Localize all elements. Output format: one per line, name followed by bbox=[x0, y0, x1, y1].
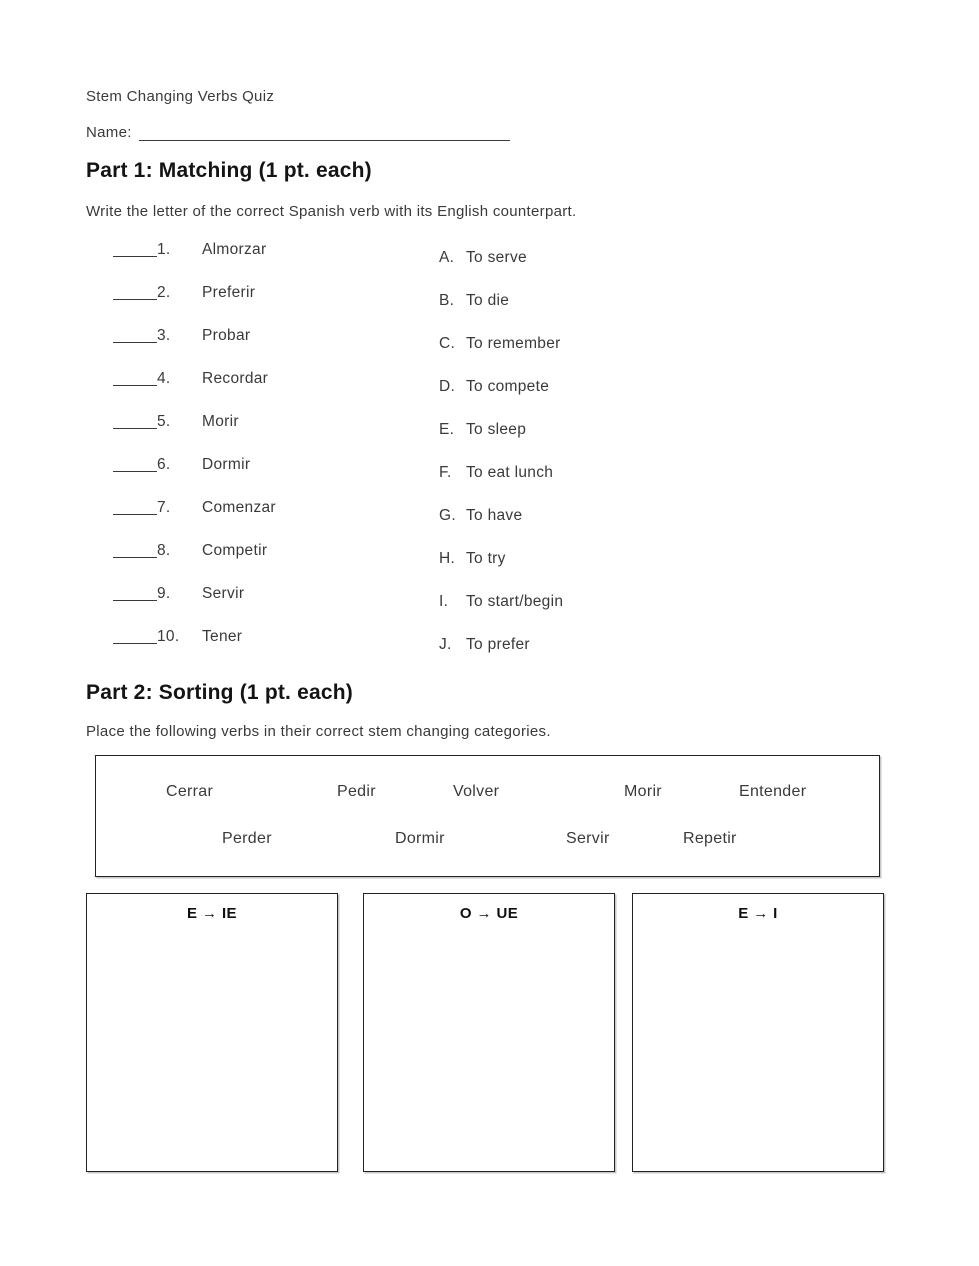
word-bank-item: Dormir bbox=[395, 830, 445, 847]
option-meaning: To serve bbox=[466, 248, 527, 266]
option-row bbox=[439, 279, 563, 322]
name-label: Name: bbox=[86, 124, 132, 141]
category-box-e-to-ie[interactable] bbox=[86, 893, 338, 1172]
option-row bbox=[439, 322, 563, 365]
word-bank-box bbox=[95, 755, 880, 877]
matching-number: 1. bbox=[157, 240, 171, 258]
matching-answer-blank[interactable] bbox=[113, 286, 157, 300]
matching-number: 2. bbox=[157, 283, 171, 301]
option-meaning: To compete bbox=[466, 377, 550, 395]
matching-row bbox=[113, 486, 276, 529]
matching-row bbox=[113, 400, 276, 443]
matching-answer-blank[interactable] bbox=[113, 243, 157, 257]
category-box-o-to-ue[interactable] bbox=[363, 893, 615, 1172]
word-bank-item: Pedir bbox=[337, 783, 376, 800]
option-meaning: To start/begin bbox=[466, 592, 564, 610]
part2-heading: Part 2: Sorting (1 pt. each) bbox=[86, 681, 353, 704]
name-input-line[interactable] bbox=[139, 124, 510, 141]
category-header-o-to-ue: O → UE bbox=[459, 905, 519, 922]
matching-verb: Morir bbox=[202, 412, 239, 430]
matching-verb: Competir bbox=[202, 541, 268, 559]
part1-instructions: Write the letter of the correct Spanish verb with its English counterpart. bbox=[86, 203, 577, 220]
matching-verb: Servir bbox=[202, 584, 245, 602]
matching-answer-blank[interactable] bbox=[113, 544, 157, 558]
matching-verb: Recordar bbox=[202, 369, 269, 387]
option-letter: J. bbox=[439, 635, 452, 653]
category-header-e-to-ie: E → IE bbox=[187, 905, 237, 922]
option-letter: F. bbox=[439, 463, 452, 481]
option-row bbox=[439, 580, 563, 623]
matching-row bbox=[113, 615, 276, 658]
matching-number: 7. bbox=[157, 498, 171, 516]
word-bank-item: Repetir bbox=[683, 830, 737, 847]
word-bank-item: Cerrar bbox=[166, 783, 214, 800]
word-bank-item: Morir bbox=[624, 783, 662, 800]
option-meaning: To eat lunch bbox=[466, 463, 554, 481]
option-meaning: To try bbox=[466, 549, 506, 567]
option-letter: D. bbox=[439, 377, 456, 395]
category-box-e-to-i[interactable] bbox=[632, 893, 884, 1172]
option-row bbox=[439, 451, 563, 494]
option-row bbox=[439, 365, 563, 408]
matching-verb: Preferir bbox=[202, 283, 256, 301]
matching-number: 6. bbox=[157, 455, 171, 473]
option-row bbox=[439, 408, 563, 451]
category-header-e-to-i: E → I bbox=[738, 905, 778, 922]
word-bank-item: Perder bbox=[222, 830, 272, 847]
matching-row bbox=[113, 443, 276, 486]
matching-number: 9. bbox=[157, 584, 171, 602]
part1-heading: Part 1: Matching (1 pt. each) bbox=[86, 159, 372, 182]
option-meaning: To have bbox=[466, 506, 523, 524]
matching-answer-blank[interactable] bbox=[113, 587, 157, 601]
option-row bbox=[439, 623, 563, 666]
option-letter: E. bbox=[439, 420, 455, 438]
matching-answer-blank[interactable] bbox=[113, 372, 157, 386]
option-letter: H. bbox=[439, 549, 456, 567]
matching-verb: Dormir bbox=[202, 455, 251, 473]
option-meaning: To sleep bbox=[466, 420, 527, 438]
option-row bbox=[439, 236, 563, 279]
matching-verb: Tener bbox=[202, 627, 243, 645]
option-row bbox=[439, 537, 563, 580]
matching-option-list bbox=[439, 236, 563, 666]
part2-instructions: Place the following verbs in their correct stem changing categories. bbox=[86, 723, 551, 740]
matching-verb: Probar bbox=[202, 326, 251, 344]
option-letter: B. bbox=[439, 291, 455, 309]
word-bank-item: Servir bbox=[566, 830, 610, 847]
option-meaning: To prefer bbox=[466, 635, 530, 653]
option-meaning: To remember bbox=[466, 334, 561, 352]
word-bank-item: Volver bbox=[453, 783, 500, 800]
option-letter: C. bbox=[439, 334, 456, 352]
option-letter: G. bbox=[439, 506, 456, 524]
matching-row bbox=[113, 228, 276, 271]
option-row bbox=[439, 494, 563, 537]
matching-answer-blank[interactable] bbox=[113, 458, 157, 472]
matching-verb: Almorzar bbox=[202, 240, 267, 258]
matching-answer-blank[interactable] bbox=[113, 329, 157, 343]
matching-number: 5. bbox=[157, 412, 171, 430]
matching-row bbox=[113, 314, 276, 357]
option-letter: A. bbox=[439, 248, 455, 266]
matching-answer-blank[interactable] bbox=[113, 501, 157, 515]
matching-number: 4. bbox=[157, 369, 171, 387]
matching-row bbox=[113, 529, 276, 572]
matching-number: 3. bbox=[157, 326, 171, 344]
matching-row bbox=[113, 271, 276, 314]
matching-row bbox=[113, 357, 276, 400]
matching-number: 10. bbox=[157, 627, 180, 645]
quiz-title: Stem Changing Verbs Quiz bbox=[86, 88, 275, 105]
matching-answer-blank[interactable] bbox=[113, 415, 157, 429]
matching-verb-list bbox=[113, 228, 276, 658]
option-meaning: To die bbox=[466, 291, 510, 309]
matching-verb: Comenzar bbox=[202, 498, 276, 516]
word-bank-item: Entender bbox=[739, 783, 807, 800]
name-row bbox=[86, 124, 510, 141]
option-letter: I. bbox=[439, 592, 449, 610]
matching-row bbox=[113, 572, 276, 615]
matching-number: 8. bbox=[157, 541, 171, 559]
matching-answer-blank[interactable] bbox=[113, 630, 157, 644]
